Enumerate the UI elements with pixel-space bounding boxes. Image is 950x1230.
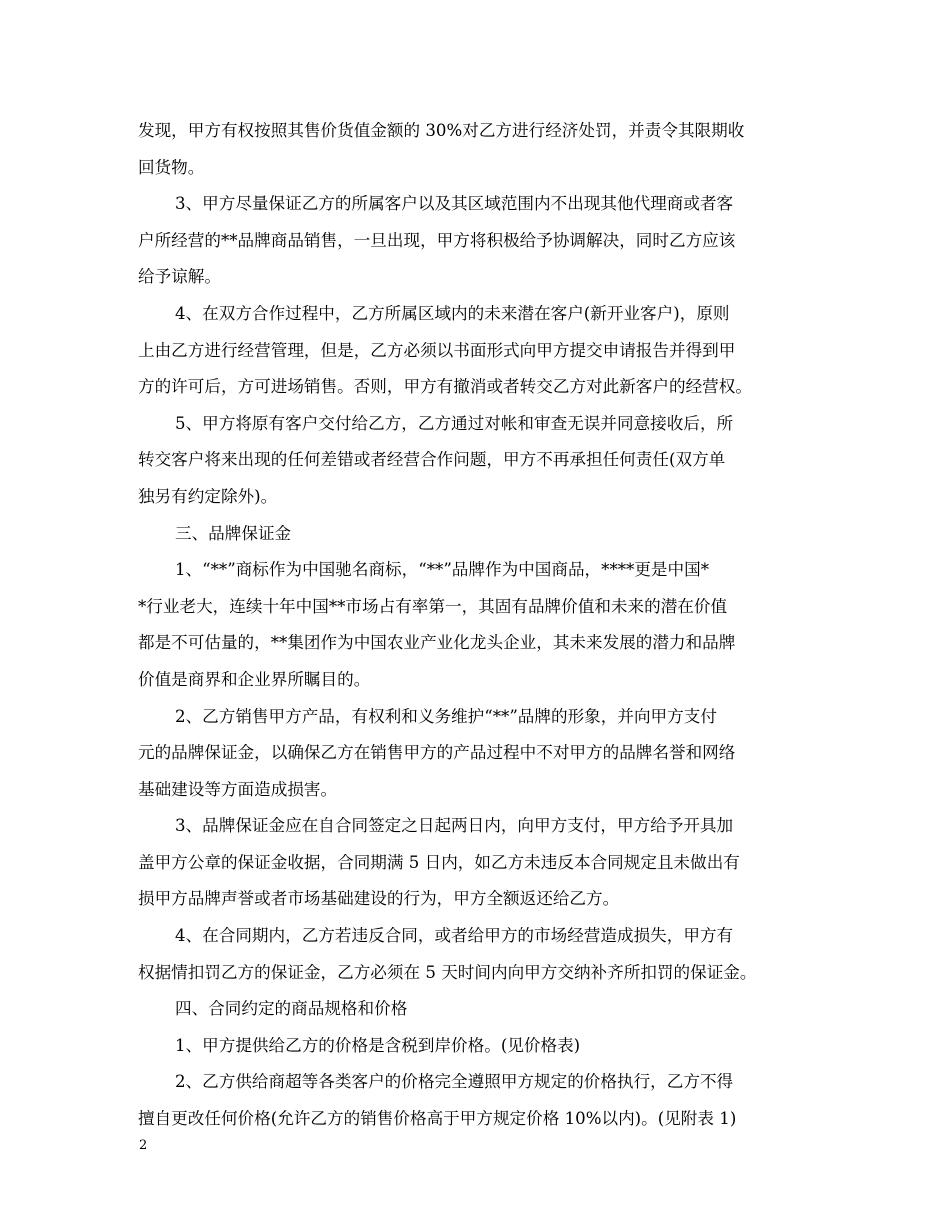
text-line: 损甲方品牌声誉或者市场基础建设的行为，甲方全额返还给乙方。 — [138, 889, 620, 909]
text-line: 给予谅解。 — [138, 267, 221, 287]
text-line: 上由乙方进行经营管理，但是，乙方必须以书面形式向甲方提交申请报告并得到甲 — [138, 340, 736, 360]
text-line: 四、合同约定的商品规格和价格 — [175, 999, 408, 1019]
text-line: 都是不可估量的，**集团作为中国农业产业化龙头企业，其未来发展的潜力和品牌 — [138, 633, 736, 653]
text-line: 权据情扣罚乙方的保证金，乙方必须在 5 天时间内向甲方交纳补齐所扣罚的保证金。 — [138, 962, 757, 982]
text-line: 4、在合同期内，乙方若违反合同，或者给甲方的市场经营造成损失，甲方有 — [175, 926, 734, 946]
text-line: 三、品牌保证金 — [175, 523, 292, 543]
text-line: 5、甲方将原有客户交付给乙方，乙方通过对帐和审查无误并同意接收后，所 — [175, 413, 734, 433]
text-line: 价值是商界和企业界所瞩目的。 — [138, 669, 371, 689]
text-line: 方的许可后，方可进场销售。否则，甲方有撤消或者转交乙方对此新客户的经营权。 — [138, 377, 752, 397]
page-number: 2 — [139, 1138, 148, 1153]
text-line: 擅自更改任何价格(允许乙方的销售价格高于甲方规定价格 10%以内)。(见附表 1) — [138, 1109, 737, 1129]
text-line: 独另有约定除外)。 — [138, 486, 278, 506]
text-line: 发现，甲方有权按照其售价货值金额的 30%对乙方进行经济处罚，并责令其限期收 — [138, 121, 745, 140]
text-line: 2、乙方销售甲方产品，有权利和义务维护“**”品牌的形象，并向甲方支付 — [175, 706, 717, 726]
text-line: *行业老大，连续十年中国**市场占有率第一，其固有品牌价值和未来的潜在价值 — [138, 596, 728, 616]
text-line: 基础建设等方面造成损害。 — [138, 779, 338, 799]
text-line: 1、甲方提供给乙方的价格是含税到岸价格。(见价格表) — [175, 1035, 581, 1055]
text-line: 3、品牌保证金应在自合同签定之日起两日内，向甲方支付，甲方给予开具加 — [175, 816, 734, 836]
text-line: 3、甲方尽量保证乙方的所属客户以及其区域范围内不出现其他代理商或者客 — [175, 194, 734, 214]
document-body — [138, 113, 814, 1138]
text-line: 回货物。 — [138, 157, 205, 177]
text-line: 2、乙方供给商超等各类客户的价格完全遵照甲方规定的价格执行，乙方不得 — [175, 1072, 734, 1092]
text-line: 户所经营的**品牌商品销售，一旦出现，甲方将积极给予协调解决，同时乙方应该 — [138, 230, 736, 250]
text-line: 盖甲方公章的保证金收据，合同期满 5 日内，如乙方未违反本合同规定且未做出有 — [138, 852, 740, 872]
text-line: 元的品牌保证金，以确保乙方在销售甲方的产品过程中不对甲方的品牌名誉和网络 — [138, 743, 736, 763]
text-line: 转交客户将来出现的任何差错或者经营合作问题，甲方不再承担任何责任(双方单 — [138, 450, 726, 470]
text-line: 1、“**”商标作为中国驰名商标，“**”品牌作为中国商品，****更是中国* — [175, 560, 710, 580]
text-line: 4、在双方合作过程中，乙方所属区域内的未来潜在客户(新开业客户)，原则 — [175, 303, 730, 323]
